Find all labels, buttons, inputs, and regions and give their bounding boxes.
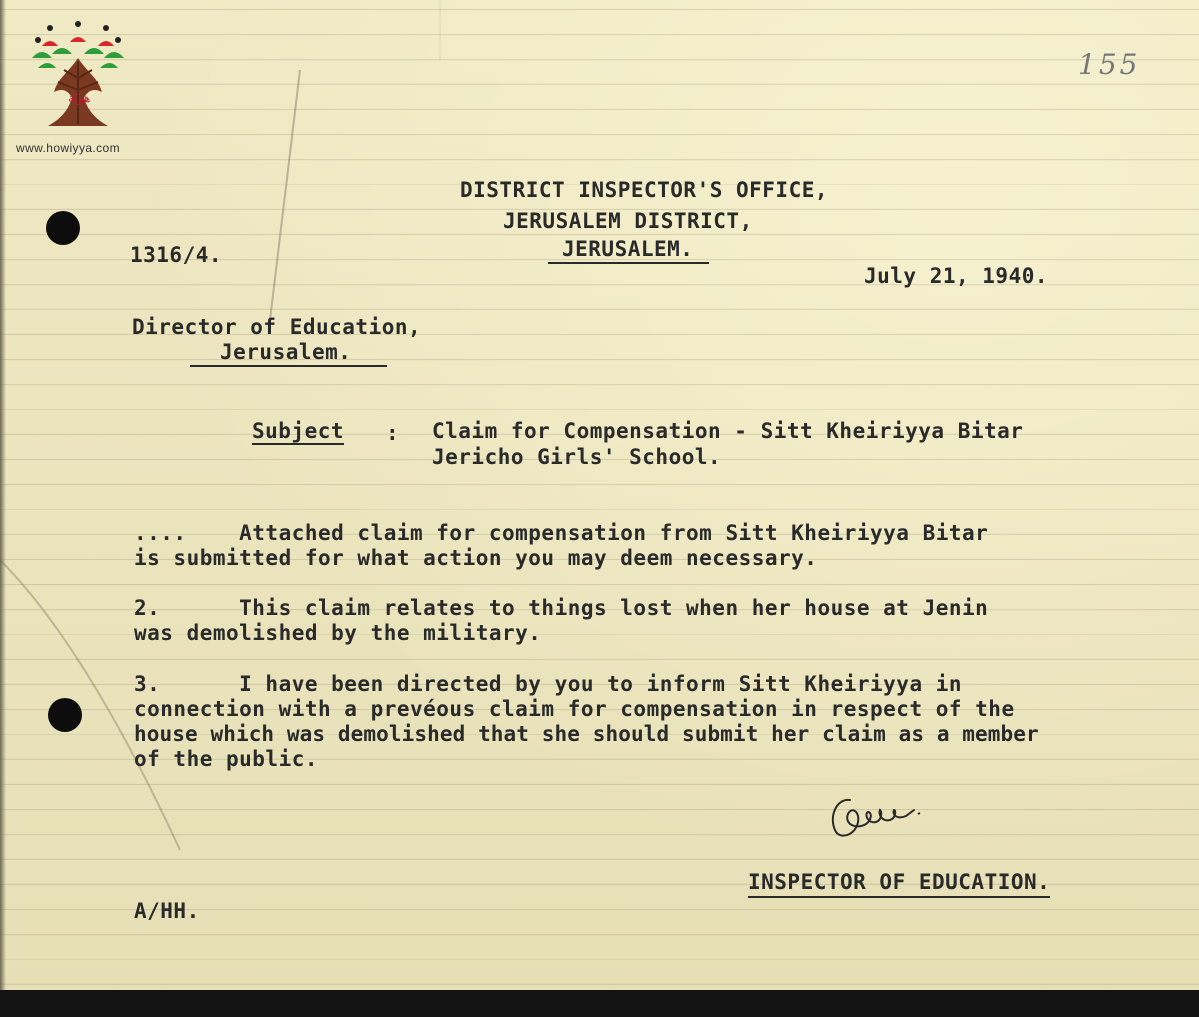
paragraph-3-line-3: house which was demolished that she should submit her claim as a member: [134, 722, 1039, 746]
signatory-title: INSPECTOR OF EDUCATION.: [748, 872, 1050, 898]
howiyya-logo: [28, 18, 128, 136]
punch-hole-top: [46, 211, 80, 245]
paragraph-1-line-2: is submitted for what action you may deem necessary.: [134, 546, 818, 570]
paragraph-3-line-4: of the public.: [134, 747, 319, 771]
addressee-city: Jerusalem.: [190, 342, 387, 367]
subject-line-1: Claim for Compensation - Sitt Kheiriyya Bitar: [432, 419, 1024, 443]
punch-hole-bottom: [48, 698, 82, 732]
paragraph-3-line-1: 3. I have been directed by you to inform Sitt Kheiriyya in: [134, 672, 963, 696]
paragraph-2-line-2: was demolished by the military.: [134, 621, 542, 645]
handwritten-signature: [822, 788, 932, 848]
paragraph-3-line-2: connection with a prevéous claim for compensation in respect of the: [134, 697, 1015, 721]
paper-edge-shadow: [0, 0, 6, 1000]
addressee-title: Director of Education,: [132, 315, 422, 339]
typist-initials: A/HH.: [134, 899, 200, 923]
logo-url[interactable]: www.howiyya.com: [16, 141, 121, 155]
reference-number: 1316/4.: [130, 243, 223, 267]
subject-colon: :: [386, 421, 400, 445]
logo-wordmark: هويّة: [68, 91, 91, 105]
letterhead-city: JERUSALEM.: [548, 239, 709, 264]
scan-bottom-edge: [0, 990, 1199, 1017]
paragraph-2-line-1: 2. This claim relates to things lost when her house at Jenin: [134, 596, 989, 620]
tree-logo-icon: [28, 18, 128, 136]
letterhead-office: DISTRICT INSPECTOR'S OFFICE,: [460, 178, 829, 202]
letter-date: July 21, 1940.: [864, 264, 1049, 288]
page-number: 155: [1078, 48, 1141, 81]
letterhead-district: JERUSALEM DISTRICT,: [503, 209, 753, 233]
paragraph-1-line-1: .... Attached claim for compensation from Sitt Kheiriyya Bitar: [134, 521, 989, 545]
subject-label: Subject: [252, 419, 345, 443]
subject-line-2: Jericho Girls' School.: [432, 445, 722, 469]
